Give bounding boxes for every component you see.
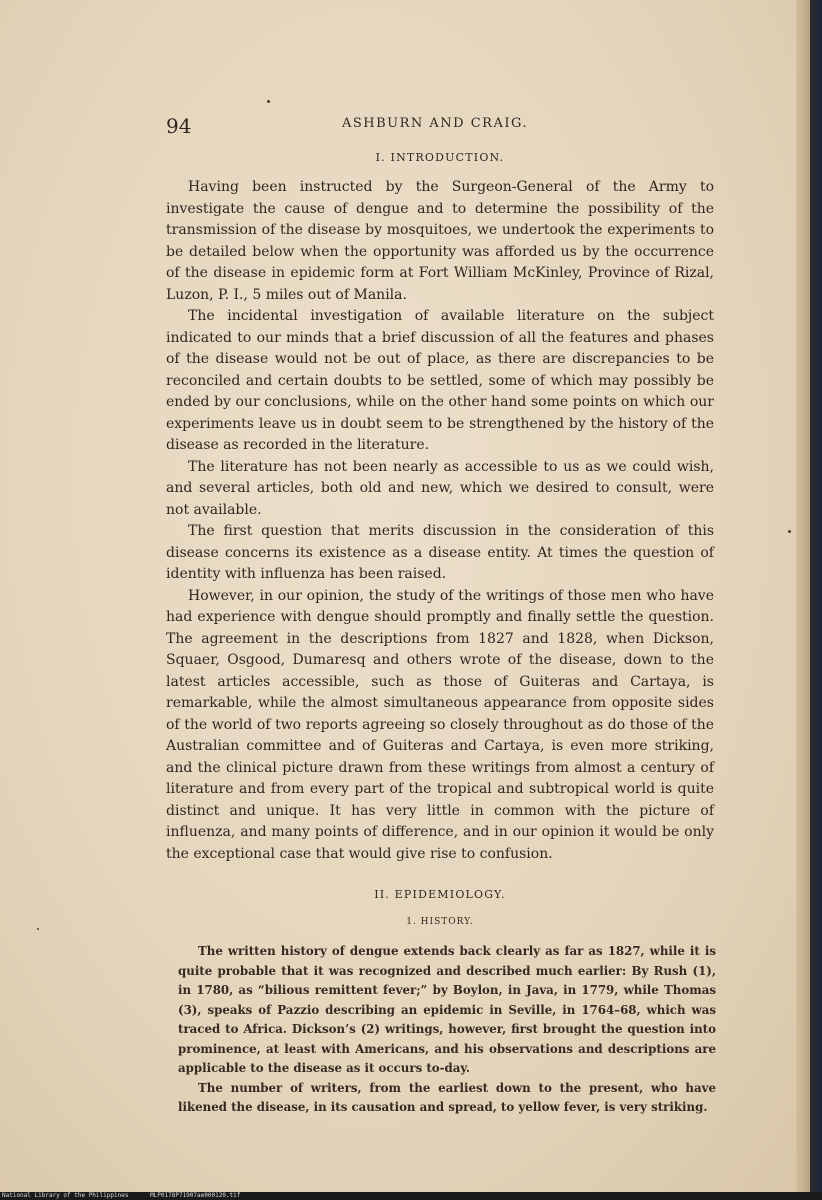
paragraph: The written history of dengue extends back clearly as far as 1827, while it is quite probable that it was recognized and described much earlier: By Rush (1), in 1780, as “bilious remittent fever;” by Boylon, in Java, in 1779, while Thomas (3), speaks of Pazzio describing an epidemic in Seville, in 1764–68, which was traced to Africa. Dickson’s (2) writings, however, first brought the question into prominence, at least with Americans, and his observations and descriptions are applicable to the disease as it occurs to-day.	[178, 944, 716, 1075]
footer-file-id: MLP0178P71907ae000120.tif	[150, 1192, 241, 1199]
paragraph: The literature has not been nearly as accessible to us as we could wish, and several articles, both old and new, which we desired to consult, were not available.	[166, 458, 714, 518]
ink-speck	[37, 928, 39, 930]
ink-speck	[788, 530, 791, 533]
ink-speck	[267, 100, 270, 103]
paragraph: Having been instructed by the Surgeon-General of the Army to investigate the cause of dengue and to determine the possibility of the transmission of the disease by mosquitoes, we undertook the experiments to be detailed below when the opportunity was afforded us by the occurrence of the disease in epidemic form at Fort William McKinley, Province of Rizal, Luzon, P. I., 5 miles out of Manila.	[166, 179, 714, 303]
scanner-strip	[810, 0, 822, 1200]
history-body	[178, 942, 716, 1118]
running-head: ASHBURN AND CRAIG.	[341, 116, 529, 131]
introduction-body	[166, 177, 714, 865]
paragraph: The first question that merits discussion in the consideration of this disease concerns its existence as a disease entity. At times the question of identity with influenza has been raised.	[166, 523, 714, 582]
page-number: 94	[166, 114, 192, 138]
paragraph: However, in our opinion, the study of the writings of those men who have had experience with dengue should promptly and finally settle the question. The agreement in the descriptions from 1827 and 1828, when Dickson, Squaer, Osgood, Dumaresq and others wrote of the disease, down to the latest articles accessible, such as those of Guiteras and Cartaya, is remarkable, while the almost simultaneous appearance from opposite sides of the world of two reports agreeing so closely throughout as do those of the Australian committee and of Guiteras and Cartaya, is even more striking, and the clinical picture drawn from these writings from almost a century of literature and from every part of the tropical and subtropical world is quite distinct and unique. It has very little in common with the picture of influenza, and many points of difference, and in our opinion it would be only the exceptional case that would give rise to confusion.	[166, 587, 714, 862]
section-title-introduction: I. INTRODUCTION.	[375, 151, 505, 164]
paragraph: The incidental investigation of available literature on the subject indicated to our minds that a brief discussion of all the features and phases of the disease would not be out of place, as there are discrepancies to be reconciled and certain doubts to be settled, some of which may possibly be ended by our conclusions, while on the other hand some points on which our experiments leave us in doubt seem to be strengthened by the history of the disease as recorded in the literature.	[166, 308, 714, 453]
page-edge	[796, 0, 810, 1192]
subsection-title-history: 1. HISTORY.	[406, 917, 474, 927]
section-title-epidemiology: II. EPIDEMIOLOGY.	[374, 888, 506, 901]
paragraph: The number of writers, from the earliest down to the present, who have likened the disease, in its causation and spread, to yellow fever, is very striking.	[178, 1080, 716, 1114]
footer-library: National Library of the Philippines	[2, 1192, 129, 1199]
scan-footer	[2, 1192, 602, 1200]
